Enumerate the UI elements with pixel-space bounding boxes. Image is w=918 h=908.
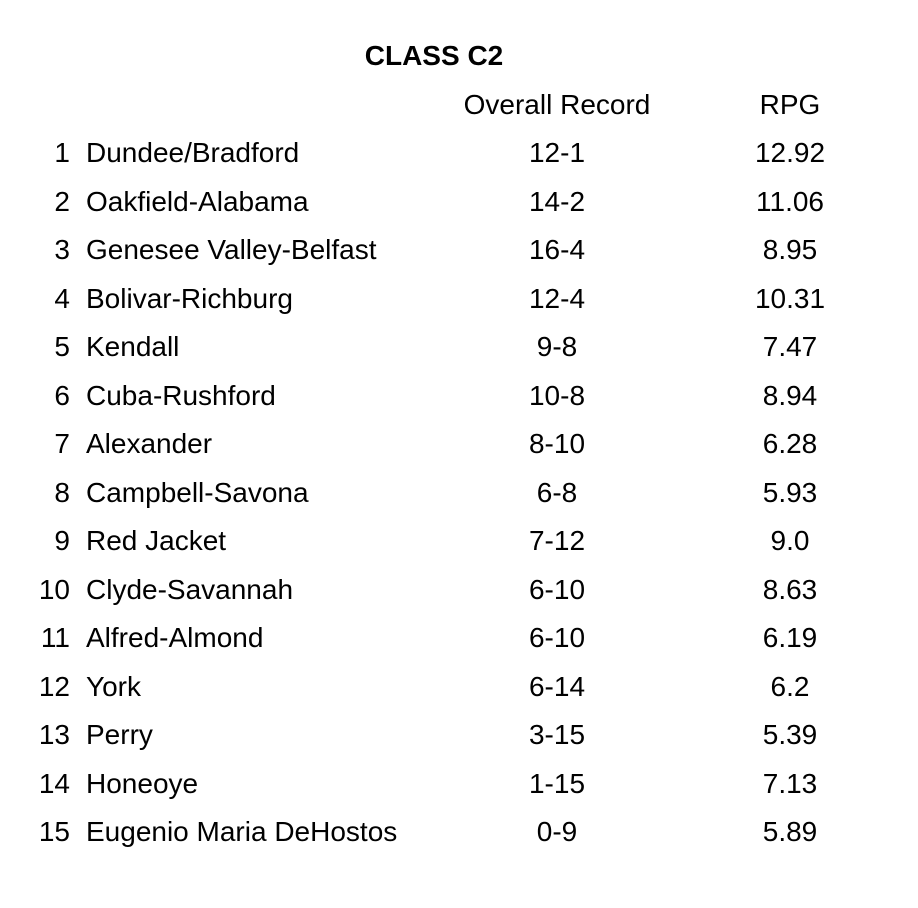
rpg-cell: 11.06 [756, 185, 824, 217]
rank-cell: 8 [54, 476, 70, 508]
table-row [0, 327, 918, 376]
record-cell: 6-10 [528, 622, 586, 653]
table-row [0, 715, 918, 764]
rpg-cell: 5.89 [762, 816, 818, 847]
rpg-cell: 7.13 [762, 767, 818, 799]
rank-cell: 4 [54, 282, 70, 314]
rank-cell: 6 [54, 379, 70, 411]
rank-cell: 2 [54, 185, 70, 217]
record-cell: 1-15 [528, 767, 586, 799]
team-cell: Clyde-Savannah [86, 573, 294, 605]
record-cell: 6-14 [528, 670, 586, 702]
team-cell: Alfred-Almond [86, 622, 264, 653]
team-cell: Campbell-Savona [86, 476, 309, 508]
team-cell: Eugenio Maria DeHostos [86, 816, 398, 847]
team-cell: Cuba-Rushford [86, 379, 276, 411]
record-cell: 0-9 [536, 816, 578, 847]
rpg-cell: 5.93 [762, 476, 818, 508]
table-row [0, 133, 918, 182]
table-row [0, 376, 918, 425]
team-cell: Perry [86, 719, 153, 750]
record-cell: 6-8 [536, 476, 578, 508]
rank-cell: 9 [54, 525, 70, 556]
rpg-cell: 9.0 [770, 525, 810, 556]
rank-cell: 13 [38, 719, 70, 750]
rpg-cell: 7.47 [762, 331, 818, 362]
record-cell: 16-4 [528, 234, 586, 265]
team-cell: Honeoye [86, 767, 199, 799]
table-row [0, 570, 918, 619]
rpg-cell: 8.94 [762, 379, 818, 411]
rank-cell: 7 [54, 428, 70, 459]
team-cell: Bolivar-Richburg [86, 282, 293, 314]
table-row [0, 618, 918, 667]
rank-cell: 1 [54, 137, 70, 168]
team-cell: Oakfield-Alabama [86, 185, 309, 217]
rank-cell: 10 [38, 573, 70, 605]
rpg-cell: 6.28 [762, 428, 818, 459]
rank-cell: 12 [38, 670, 70, 702]
table-row [0, 667, 918, 716]
rpg-cell: 6.2 [770, 670, 810, 702]
record-cell: 6-10 [528, 573, 586, 605]
table-row [0, 279, 918, 328]
rpg-cell: 12.92 [754, 137, 826, 168]
rpg-header: RPG [759, 89, 821, 120]
rank-cell: 3 [54, 234, 70, 265]
record-cell: 3-15 [528, 719, 586, 750]
team-cell: Dundee/Bradford [86, 137, 300, 168]
rank-cell: 15 [38, 816, 70, 847]
rank-cell: 5 [54, 331, 70, 362]
record-cell: 12-4 [528, 282, 586, 314]
rpg-cell: 5.39 [762, 719, 818, 750]
rpg-cell: 8.63 [762, 573, 818, 605]
table-row [0, 521, 918, 570]
rpg-cell: 10.31 [754, 282, 826, 314]
record-cell: 9-8 [536, 331, 578, 362]
record-cell: 8-10 [528, 428, 586, 459]
table-row [0, 764, 918, 813]
rpg-cell: 8.95 [762, 234, 818, 265]
overall-record-header: Overall Record [463, 89, 651, 120]
record-cell: 14-2 [528, 185, 586, 217]
table-row [0, 812, 918, 861]
record-cell: 12-1 [528, 137, 586, 168]
rank-cell: 11 [40, 622, 70, 653]
table-row [0, 424, 918, 473]
rpg-cell: 6.19 [762, 622, 818, 653]
column-headers [0, 85, 918, 125]
team-cell: Red Jacket [86, 525, 227, 556]
table-row [0, 473, 918, 522]
table-title: CLASS C2 [364, 40, 504, 71]
team-cell: Genesee Valley-Belfast [86, 234, 377, 265]
standings-table [0, 133, 918, 861]
table-row [0, 230, 918, 279]
team-cell: Kendall [86, 331, 180, 362]
team-cell: York [86, 670, 142, 702]
rank-cell: 14 [38, 767, 70, 799]
record-cell: 7-12 [528, 525, 586, 556]
team-cell: Alexander [86, 428, 213, 459]
table-row [0, 182, 918, 231]
record-cell: 10-8 [528, 379, 586, 411]
